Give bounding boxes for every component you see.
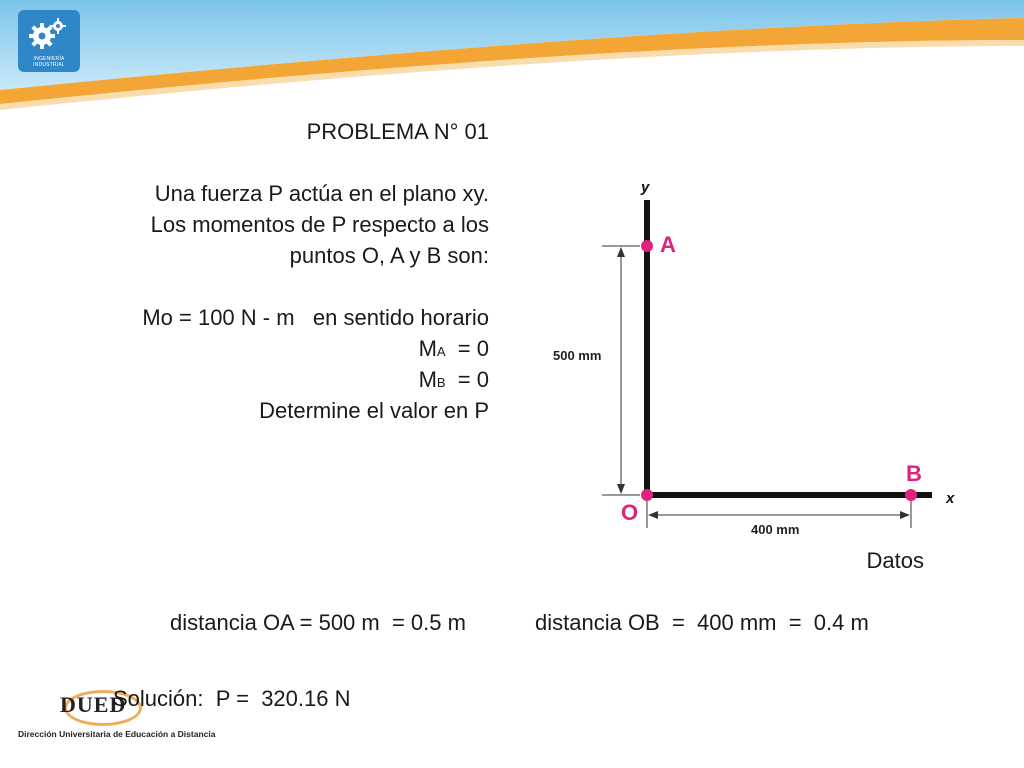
moment-o-line: Mo = 100 N - m en sentido horario [142, 305, 489, 330]
distance-oa: distancia OA = 500 m = 0.5 m [170, 610, 466, 635]
statement-line-3: puntos O, A y B son: [289, 243, 489, 268]
point-a-label: A [660, 232, 676, 257]
question-line: Determine el valor en P [259, 398, 489, 423]
logo-caption: INGENIERÍA INDUSTRIAL [33, 56, 65, 68]
blank-line [59, 147, 489, 178]
arrowhead-icon [648, 511, 658, 519]
blank-line [59, 271, 489, 302]
arrowhead-icon [617, 484, 625, 494]
dued-logo: DUED [60, 692, 127, 717]
moment-b-line [59, 364, 489, 395]
distance-ob: distancia OB = 400 mm = 0.4 m [535, 610, 869, 635]
moment-subscript: A [436, 344, 446, 359]
statement-line-2: Los momentos de P respecto a los [150, 212, 489, 237]
point-b-marker [905, 489, 917, 501]
moment-subscript: B [436, 375, 446, 390]
x-axis-label: x [946, 490, 955, 507]
y-axis-label: y [641, 179, 650, 196]
solution-line: Solución: P = 320.16 N [113, 686, 351, 711]
point-b-label: B [906, 461, 922, 486]
point-a-marker [641, 240, 653, 252]
problem-text-block [59, 116, 489, 426]
dued-caption: Dirección Universitaria de Educación a Distancia [18, 729, 216, 739]
dim-label-horizontal: 400 mm [751, 522, 800, 537]
force-diagram [540, 170, 960, 550]
arrowhead-icon [617, 247, 625, 257]
problem-title: PROBLEMA N° 01 [306, 119, 489, 144]
header-band [0, 0, 1024, 110]
moment-symbol: M [418, 367, 437, 392]
gear-icon [18, 10, 80, 60]
datos-heading: Datos [866, 548, 924, 573]
point-o-marker [641, 489, 653, 501]
point-o-label: O [621, 500, 639, 525]
moment-symbol: M [418, 336, 437, 361]
moment-value: = 0 [445, 367, 489, 392]
moment-value: = 0 [445, 336, 489, 361]
arrowhead-icon [900, 511, 910, 519]
dim-label-vertical: 500 mm [553, 348, 602, 363]
statement-line-1: Una fuerza P actúa en el plano xy. [154, 181, 489, 206]
moment-a-line [59, 333, 489, 364]
